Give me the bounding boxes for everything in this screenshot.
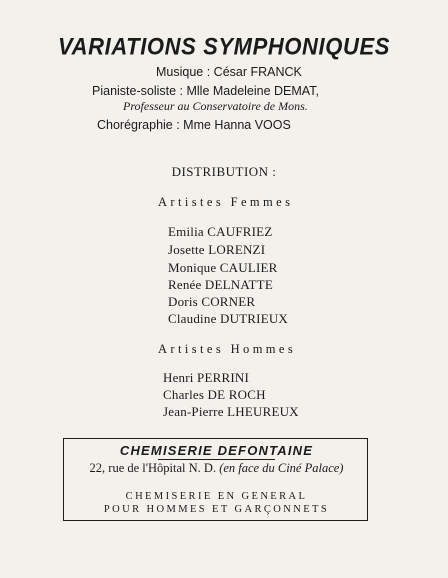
pianist-credit: Pianiste-soliste : Mlle Madeleine DEMAT, xyxy=(92,84,319,98)
list-item: Jean-Pierre LHEUREUX xyxy=(163,404,299,419)
address-note: (en face du Ciné Palace) xyxy=(219,461,344,475)
advertiser-underline xyxy=(158,459,275,460)
advertiser-address xyxy=(64,461,369,476)
list-item: Charles DE ROCH xyxy=(163,387,266,402)
list-item: Doris CORNER xyxy=(168,294,256,309)
list-item: Renée DELNATTE xyxy=(168,277,273,292)
advertiser-name: CHEMISERIE DEFONTAINE xyxy=(119,443,314,458)
list-item: Josette LORENZI xyxy=(168,242,266,257)
page-title: VARIATIONS SYMPHONIQUES xyxy=(57,32,390,61)
list-item: Emilia CAUFRIEZ xyxy=(168,224,273,239)
advertisement-box xyxy=(63,438,368,521)
music-credit: Musique : César FRANCK xyxy=(156,65,302,79)
choreography-credit: Chorégraphie : Mme Hanna VOOS xyxy=(97,118,291,132)
distribution-heading: DISTRIBUTION : xyxy=(171,164,277,179)
list-item: Claudine DUTRIEUX xyxy=(168,311,289,326)
list-item: Monique CAULIER xyxy=(168,260,278,275)
address-text: 22, rue de l'Hôpital N. D. xyxy=(89,461,217,475)
advert-line-2: POUR HOMMES ET GARÇONNETS xyxy=(103,504,330,515)
pianist-note: Professeur au Conservatoire de Mons. xyxy=(123,99,308,113)
list-item: Henri PERRINI xyxy=(163,370,250,385)
advert-line-1: CHEMISERIE EN GENERAL xyxy=(125,491,308,502)
women-heading: Artistes Femmes xyxy=(158,195,294,209)
men-heading: Artistes Hommes xyxy=(158,342,297,356)
